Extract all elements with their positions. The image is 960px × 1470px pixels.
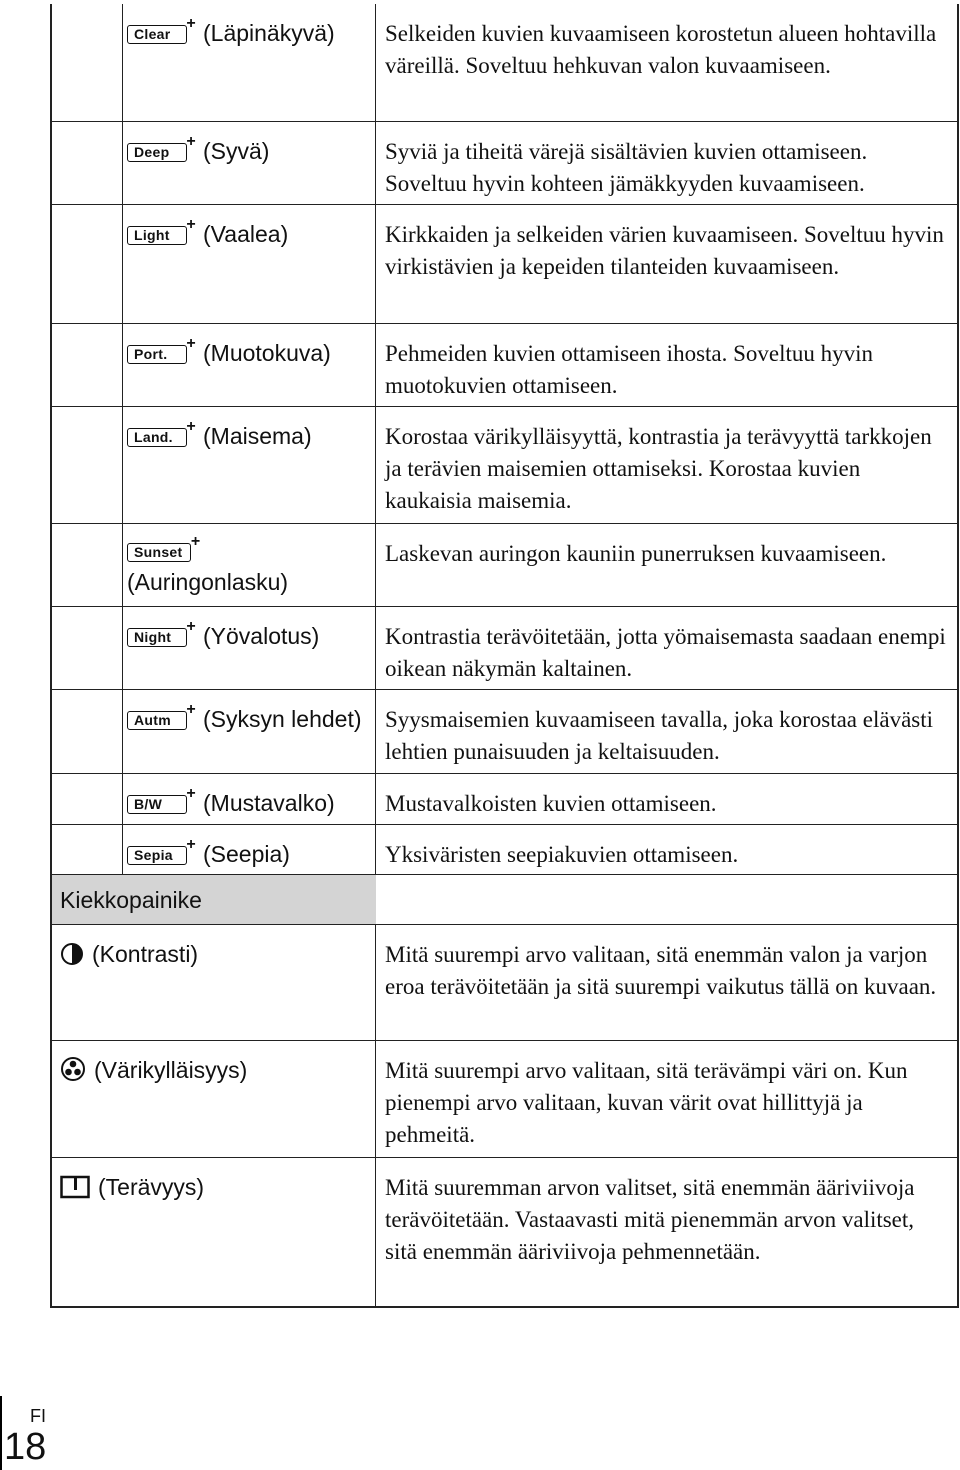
dial-label: (Kontrasti) xyxy=(92,941,199,967)
effect-description: Selkeiden kuvien kuvaamiseen korostetun alueen hohtavilla väreillä. Soveltuu hehkuvan valon kuvaamiseen. xyxy=(385,21,937,78)
autumn-badge-icon: Autm + xyxy=(127,711,187,730)
effect-description: Korostaa värikylläisyyttä, kontrastia ja terävyyttä tarkkojen ja terävien maisemien ottamiseksi. Korostaa kuvien kaukaisia maisemia. xyxy=(385,424,932,513)
effect-row-deep xyxy=(52,122,957,205)
effect-row-light xyxy=(52,205,957,324)
portrait-badge-icon: Port. + xyxy=(127,345,187,364)
effect-label: (Muotokuva) xyxy=(203,340,331,366)
section-header-row xyxy=(52,875,957,925)
dial-description: Mitä suurempi arvo valitaan, sitä enemmän valon ja varjon eroa terävöitetään ja sitä suurempi vaikutus tällä on kuvaan. xyxy=(385,942,937,999)
effect-label: (Seepia) xyxy=(203,841,290,867)
page-edge-bar xyxy=(0,1396,2,1470)
effect-label: (Auringonlasku) xyxy=(127,569,289,595)
deep-badge-icon: Deep + xyxy=(127,143,187,162)
landscape-badge-icon: Land. + xyxy=(127,428,187,447)
effect-label: (Syvä) xyxy=(203,138,270,164)
dial-row-saturation xyxy=(52,1041,957,1158)
effect-row-bw xyxy=(52,774,957,825)
bw-badge-icon: B/W + xyxy=(127,795,187,814)
dial-label: (Värikylläisyys) xyxy=(94,1057,248,1083)
effect-label: (Vaalea) xyxy=(203,221,289,247)
effect-row-sepia xyxy=(52,825,957,875)
night-badge-icon: Night + xyxy=(127,628,187,647)
effect-description: Laskevan auringon kauniin punerruksen kuvaamiseen. xyxy=(385,541,887,566)
effect-description: Kirkkaiden ja selkeiden värien kuvaamiseen. Soveltuu hyvin virkistävien ja kepeiden tilanteiden kuvaamiseen. xyxy=(385,222,944,279)
dial-description: Mitä suurempi arvo valitaan, sitä terävämpi väri on. Kun pienempi arvo valitaan, kuvan värit ovat hillittyjä ja pehmeitä. xyxy=(385,1058,908,1147)
effect-label: (Syksyn lehdet) xyxy=(203,706,362,732)
dial-label: (Terävyys) xyxy=(98,1174,205,1200)
clear-badge-icon: Clear + xyxy=(127,25,187,44)
effect-description: Mustavalkoisten kuvien ottamiseen. xyxy=(385,791,717,816)
effect-description: Kontrastia terävöitetään, jotta yömaisemasta saadaan enempi oikean näkymän kaltainen. xyxy=(385,624,946,681)
effect-label: (Maisema) xyxy=(203,423,312,449)
effect-label: (Läpinäkyvä) xyxy=(203,20,335,46)
saturation-icon xyxy=(60,1056,86,1090)
effect-description: Syviä ja tiheitä värejä sisältävien kuvien ottamiseen. Soveltuu hyvin kohteen jämäkkyyden kuvaamiseen. xyxy=(385,139,868,196)
effect-row-landscape xyxy=(52,407,957,524)
dial-row-contrast xyxy=(52,925,957,1041)
sepia-badge-icon: Sepia + xyxy=(127,846,187,865)
light-badge-icon: Light + xyxy=(127,226,187,245)
language-code: FI xyxy=(30,1406,46,1426)
contrast-icon xyxy=(60,942,84,974)
sharpness-icon xyxy=(60,1175,90,1207)
dial-description: Mitä suuremman arvon valitset, sitä enemmän ääriviivoja terävöitetään. Vastaavasti mitä pienemmän arvon valitset, sitä enemmän ääriviivoja pehmennetään. xyxy=(385,1175,915,1264)
effect-description: Yksiväristen seepiakuvien ottamiseen. xyxy=(385,842,739,867)
effect-description: Pehmeiden kuvien ottamiseen ihosta. Soveltuu hyvin muotokuvien ottamiseen. xyxy=(385,341,874,398)
settings-table xyxy=(50,4,959,1308)
effect-label: (Yövalotus) xyxy=(203,623,320,649)
effect-row-sunset xyxy=(52,524,957,607)
section-header: Kiekkopainike xyxy=(60,887,202,913)
effect-row-portrait xyxy=(52,324,957,407)
effect-row-autumn xyxy=(52,690,957,774)
effect-row-night xyxy=(52,607,957,690)
sunset-badge-icon: Sunset + xyxy=(127,543,191,562)
effect-label: (Mustavalko) xyxy=(203,790,335,816)
dial-row-sharpness xyxy=(52,1158,957,1306)
page-number: 18 xyxy=(4,1426,47,1468)
effect-row-clear xyxy=(52,4,957,122)
effect-description: Syysmaisemien kuvaamiseen tavalla, joka korostaa elävästi lehtien punaisuuden ja keltaisuuden. xyxy=(385,707,934,764)
